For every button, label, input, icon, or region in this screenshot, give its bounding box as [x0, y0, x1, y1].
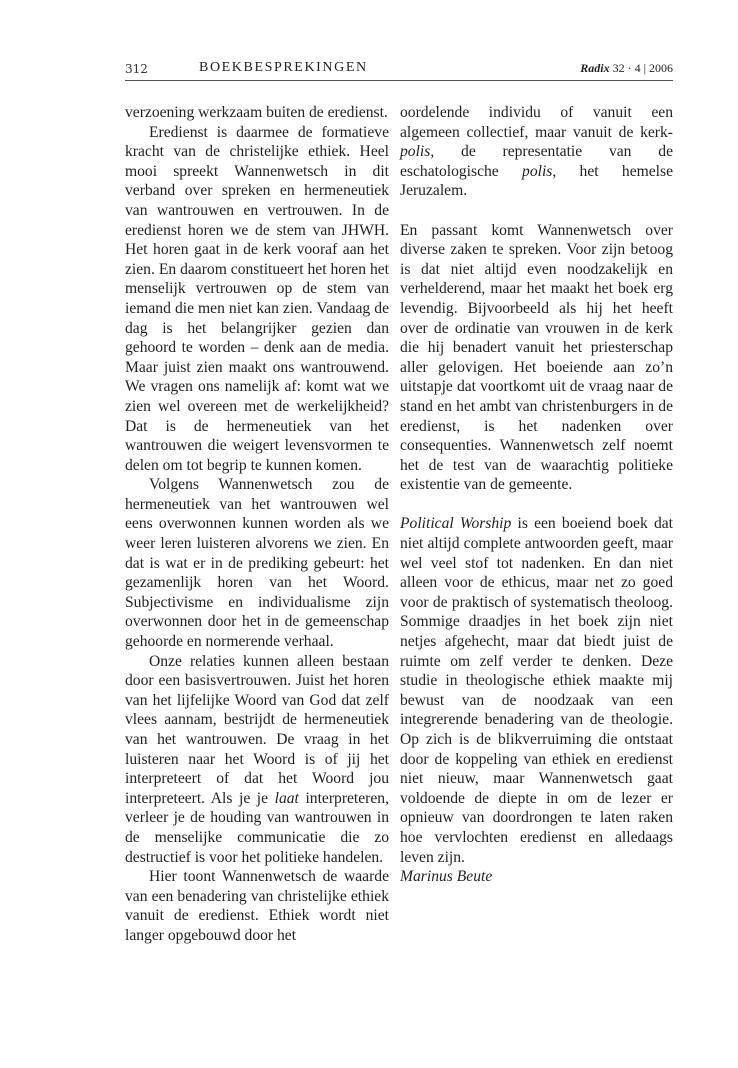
emphasis: laat — [274, 789, 299, 807]
text-run: Onze relaties kunnen alleen bestaan door een basisvertrouwen. Juist het horen van het lijfelijke Woord van God dat zelf vlees aannam, bestrijdt de hermeneutiek van het wantrouwen. De vraag in het luisteren naar het Woord is of jij het interpreteert of dat het Woord jou interpreteert. Als je je — [125, 652, 389, 807]
text-run: interpreteren, verleer je de houding van wantrouwen in de menselijke communicatie die zo destructief is voor het politieke handelen. — [125, 789, 389, 866]
header-rule — [125, 80, 673, 81]
text-run: , de representatie van de eschatologische — [400, 143, 673, 180]
right-column — [400, 103, 673, 887]
emphasis: polis — [400, 143, 431, 161]
paragraph — [400, 103, 673, 201]
journal-name: Radix — [580, 61, 610, 75]
text-run: oordelende individu of vanuit een algemeen collectief, maar vanuit de kerk- — [400, 104, 673, 141]
paragraph: Volgens Wannenwetsch zou de hermeneutiek van het wantrouwen wel eens overwonnen kunnen worden als we weer leren luisteren alvorens we zien. En dat is wat er in de prediking gebeurt: het gezamenlijk horen van het Woord. Subjectivisme en individualisme zijn overwonnen door het in de gemeenschap gehoorde en normerende verhaal. — [125, 476, 389, 651]
paragraph — [400, 514, 673, 867]
emphasis: polis — [522, 162, 553, 180]
paragraph: verzoening werkzaam buiten de eredienst. — [125, 104, 388, 121]
left-column — [125, 103, 389, 946]
page-number: 312 — [125, 62, 148, 76]
text-run: is een boeiend boek dat niet altijd complete antwoorden geeft, maar wel veel stof tot nadenken. En dan niet alleen voor de ethicus, maar net zo goed voor de praktisch of systematisch theoloog. Sommige draadjes in het boek zijn niet netjes afgehecht, maar dat biedt juist de ruimte om zelf verder te denken. Deze studie in theologische ethiek maakte mij bewust van de noodzaak van een integrerende benadering van de theologie. Op zich is de blikverruiming die ontstaat door de koppeling van ethiek en eredienst niet nieuw, maar Wannenwetsch gaat voldoende de diepte in om de lezer er opnieuw van doordrongen te laten raken hoe vervlochten eredienst en alledaags leven zijn. — [400, 515, 673, 866]
book-title: Political Worship — [400, 515, 512, 533]
paragraph: En passant komt Wannenwetsch over diverse zaken te spreken. Voor zijn betoog is dat niet altijd even noodzakelijk en verhelderend, maar het maakt het boek erg levendig. Bijvoorbeeld als hij het heeft over de ordinatie van vrouwen in de kerk die hij benadert vanuit het priesterschap aller gelovigen. Het boeiende aan zo’n uitstapje dat voortkomt uit de vraag naar de stand en het ambt van christenburgers in de eredienst, is het nadenken over consequenties. Wannenwetsch zelf noemt het de test van de waarachtig politieke existentie van de gemeente. — [400, 221, 673, 494]
author-signature: Marinus Beute — [400, 868, 493, 886]
paragraph: Eredienst is daarmee de formatieve kracht van de christelijke ethiek. Heel mooi spreekt Wannenwetsch in dit verband over spreken en hermeneutiek van wantrouwen en vertrouwen. In de eredienst horen we de stem van JHWH. Het horen gaat in de kerk vooraf aan het zien. En daarom constitueert het horen het menselijk vertrouwen op de stem van iemand die men niet kan zien. Vandaag de dag is het belangrijker gezien dan gehoord te worden – denk aan de media. Maar juist zien maakt ons wantrouwend. We vragen ons namelijk af: komt wat we zien wel overeen met de werkelijkheid? Dat is de hermeneutiek van het wantrouwen die weigert levensvormen te delen om tot begrip te kunnen komen. — [125, 123, 389, 474]
journal-issue: 32 · 4 | 2006 — [609, 61, 673, 75]
text-run: , het hemelse Jeruzalem. — [400, 162, 673, 200]
paragraph — [125, 652, 389, 868]
section-title: BOEKBESPREKINGEN — [199, 60, 368, 75]
paragraph: Hier toont Wannenwetsch de waarde van een benadering van christelijke ethiek vanuit de eredienst. Ethiek wordt niet langer opgebouwd door het — [125, 868, 389, 944]
journal-citation — [580, 61, 673, 76]
running-header — [125, 60, 673, 80]
